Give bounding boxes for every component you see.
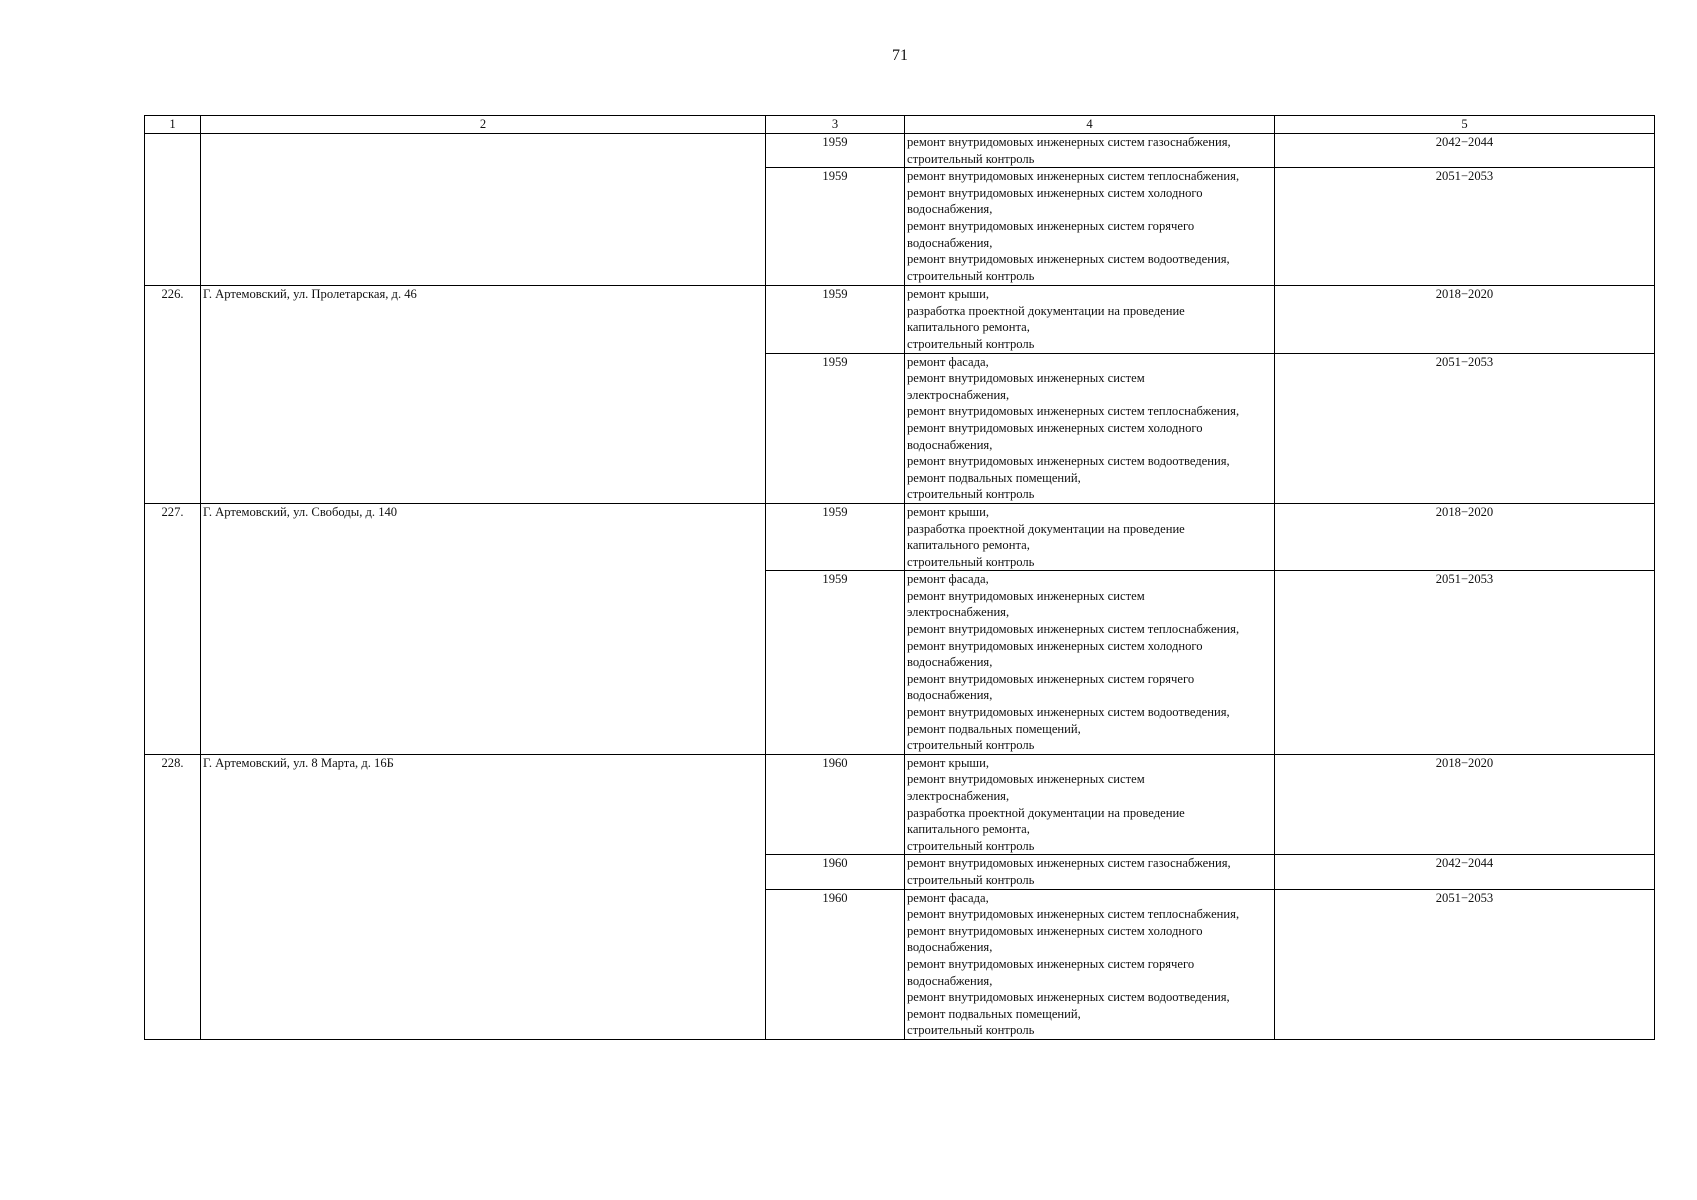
repair-period: 2042−2044: [1275, 134, 1655, 168]
repair-period: 2042−2044: [1275, 855, 1655, 889]
work-types: ремонт крыши, ремонт внутридомовых инженерных систем электроснабжения, разработка проектной документации на проведение капитального ремонта, строительный контроль: [905, 754, 1275, 855]
column-number-row: [145, 116, 1655, 134]
table-row: [145, 134, 1655, 168]
repair-schedule-table: [144, 115, 1655, 1040]
row-number: 227.: [145, 503, 201, 754]
work-types: ремонт фасада, ремонт внутридомовых инженерных систем электроснабжения, ремонт внутридомовых инженерных систем теплоснабжения, ремонт внутридомовых инженерных систем холодного водоснабжения, ремонт внутридомовых инженерных систем водоотведения, ремонт подвальных помещений, строительный контроль: [905, 353, 1275, 503]
construction-year: 1959: [766, 134, 905, 168]
work-types: ремонт внутридомовых инженерных систем газоснабжения, строительный контроль: [905, 855, 1275, 889]
work-types: ремонт внутридомовых инженерных систем теплоснабжения, ремонт внутридомовых инженерных систем холодного водоснабжения, ремонт внутридомовых инженерных систем горячего водоснабжения, ремонт внутридомовых инженерных систем водоотведения, строительный контроль: [905, 168, 1275, 286]
repair-period: 2051−2053: [1275, 571, 1655, 755]
row-number: 226.: [145, 286, 201, 504]
repair-period: 2018−2020: [1275, 286, 1655, 353]
building-address: Г. Артемовский, ул. Пролетарская, д. 46: [201, 286, 766, 504]
repair-period: 2051−2053: [1275, 353, 1655, 503]
column-header-5: 5: [1275, 116, 1655, 134]
page-number: 71: [892, 47, 908, 64]
work-types: ремонт фасада, ремонт внутридомовых инженерных систем электроснабжения, ремонт внутридомовых инженерных систем теплоснабжения, ремонт внутридомовых инженерных систем холодного водоснабжения, ремонт внутридомовых инженерных систем горячего водоснабжения, ремонт внутридомовых инженерных систем водоотведения, ремонт подвальных помещений, строительный контроль: [905, 571, 1275, 755]
building-address: [201, 134, 766, 286]
table-row: [145, 754, 1655, 855]
building-address: Г. Артемовский, ул. 8 Марта, д. 16Б: [201, 754, 766, 1039]
repair-period: 2051−2053: [1275, 889, 1655, 1039]
row-number: [145, 134, 201, 286]
column-header-4: 4: [905, 116, 1275, 134]
construction-year: 1960: [766, 889, 905, 1039]
table-row: [145, 503, 1655, 570]
construction-year: 1960: [766, 855, 905, 889]
construction-year: 1959: [766, 168, 905, 286]
work-types: ремонт внутридомовых инженерных систем газоснабжения, строительный контроль: [905, 134, 1275, 168]
row-number: 228.: [145, 754, 201, 1039]
column-header-3: 3: [766, 116, 905, 134]
construction-year: 1959: [766, 286, 905, 353]
work-types: ремонт крыши, разработка проектной документации на проведение капитального ремонта, строительный контроль: [905, 286, 1275, 353]
repair-period: 2018−2020: [1275, 503, 1655, 570]
work-types: ремонт фасада, ремонт внутридомовых инженерных систем теплоснабжения, ремонт внутридомовых инженерных систем холодного водоснабжения, ремонт внутридомовых инженерных систем горячего водоснабжения, ремонт внутридомовых инженерных систем водоотведения, ремонт подвальных помещений, строительный контроль: [905, 889, 1275, 1039]
repair-period: 2051−2053: [1275, 168, 1655, 286]
construction-year: 1960: [766, 754, 905, 855]
building-address: Г. Артемовский, ул. Свободы, д. 140: [201, 503, 766, 754]
table-row: [145, 286, 1655, 353]
repair-period: 2018−2020: [1275, 754, 1655, 855]
column-header-2: 2: [201, 116, 766, 134]
construction-year: 1959: [766, 353, 905, 503]
work-types: ремонт крыши, разработка проектной документации на проведение капитального ремонта, строительный контроль: [905, 503, 1275, 570]
column-header-1: 1: [145, 116, 201, 134]
construction-year: 1959: [766, 503, 905, 570]
construction-year: 1959: [766, 571, 905, 755]
